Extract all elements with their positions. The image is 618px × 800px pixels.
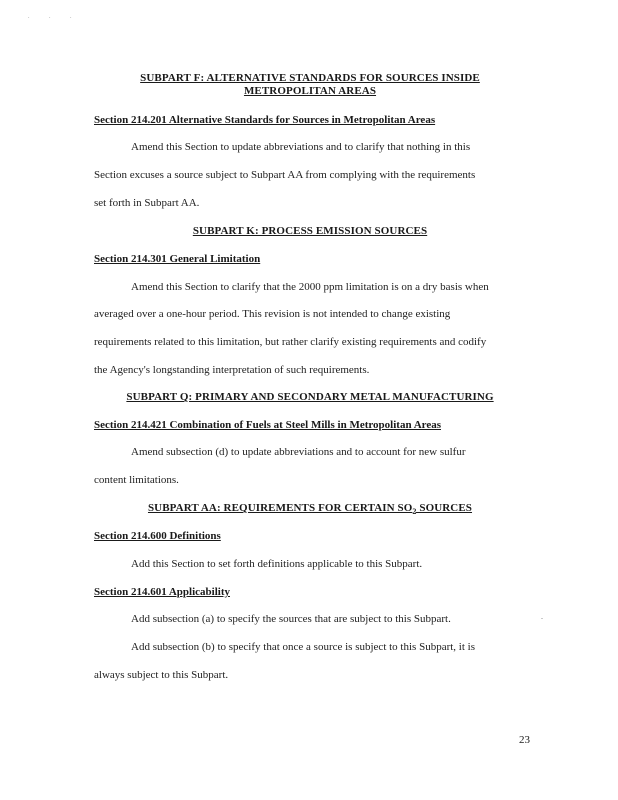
section-214-201-line-1: Amend this Section to update abbreviations and to clarify that nothing in this xyxy=(131,141,471,153)
section-214-201-title: Section 214.201 Alternative Standards for Sources in Metropolitan Areas xyxy=(94,114,436,126)
page-number: 23 xyxy=(519,734,530,746)
subpart-aa-heading xyxy=(80,502,540,518)
scan-artifact: . . . xyxy=(28,14,81,20)
section-214-601-title: Section 214.601 Applicability xyxy=(94,586,230,598)
subpart-aa-heading-main: SUBPART AA: REQUIREMENTS FOR CERTAIN SO xyxy=(147,502,413,514)
subpart-q-heading: SUBPART Q: PRIMARY AND SECONDARY METAL MANUFACTURING xyxy=(126,391,494,403)
section-214-301-line-3: requirements related to this limitation, but rather clarify existing requirements and codify xyxy=(94,336,487,348)
section-214-601-line-2: Add subsection (b) to specify that once a source is subject to this Subpart, it is xyxy=(131,641,475,653)
section-214-301-line-4: the Agency's longstanding interpretation of such requirements. xyxy=(94,364,370,376)
subpart-k-heading: SUBPART K: PROCESS EMISSION SOURCES xyxy=(192,225,428,237)
section-214-301-line-2: averaged over a one-hour period. This revision is not intended to change existing xyxy=(94,308,451,320)
section-214-201-line-2: Section excuses a source subject to Subpart AA from complying with the requirements xyxy=(94,169,476,181)
subpart-aa-heading-end: SOURCES xyxy=(416,502,473,514)
section-214-421-line-1: Amend subsection (d) to update abbreviations and to account for new sulfur xyxy=(131,446,466,458)
section-214-600-title: Section 214.600 Definitions xyxy=(94,530,221,542)
subpart-f-heading xyxy=(80,72,540,98)
subpart-f-heading-line1: SUBPART F: ALTERNATIVE STANDARDS FOR SOURCES INSIDE xyxy=(140,72,480,84)
subpart-aa-heading-subscript: 2 xyxy=(412,507,417,517)
section-214-600-line-1: Add this Section to set forth definitions applicable to this Subpart. xyxy=(131,558,423,570)
section-214-601-line-3: always subject to this Subpart. xyxy=(94,669,229,681)
section-214-201-line-3: set forth in Subpart AA. xyxy=(94,197,200,209)
section-214-421-line-2: content limitations. xyxy=(94,474,179,486)
section-214-301-line-1: Amend this Section to clarify that the 2000 ppm limitation is on a dry basis when xyxy=(131,281,489,293)
section-214-601-line-1: Add subsection (a) to specify the sources that are subject to this Subpart. xyxy=(131,613,451,625)
subpart-f-heading-line2: METROPOLITAN AREAS xyxy=(243,85,377,97)
section-214-421-title: Section 214.421 Combination of Fuels at Steel Mills in Metropolitan Areas xyxy=(94,419,441,431)
scan-stray-mark: . xyxy=(541,612,543,621)
section-214-301-title: Section 214.301 General Limitation xyxy=(94,253,261,265)
